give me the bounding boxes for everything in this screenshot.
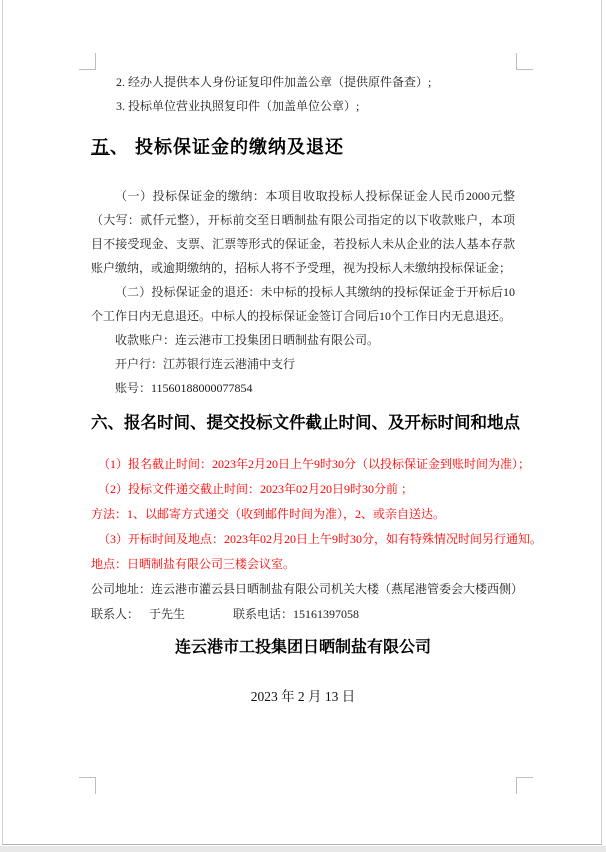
bank-line: 开户行：江苏银行连云港浦中支行 <box>115 357 296 371</box>
contact-name: 于先生 <box>149 607 186 621</box>
bid-opening-place-line: 地点：日晒制盐有限公司三楼会议室。 <box>91 557 296 571</box>
list-item-3: 3. 投标单位营业执照复印件（加盖单位公章）; <box>116 99 360 113</box>
section5-heading-text: 、 投标保证金的缴纳及退还 <box>110 137 344 157</box>
list-item-2: 2. 经办人提供本人身份证复印件加盖公章（提供原件备查）; <box>116 75 432 89</box>
section5-heading <box>91 134 515 160</box>
bid-opening-time-line: （3）开标时间及地点：2023年02月20日上午9时30分，如有特殊情况时间另行通知。 <box>98 532 543 546</box>
contact-label: 联系人： <box>91 607 140 621</box>
deadline-signup-line: （1）报名截止时间：2023年2月20日上午9时30分（以投标保证金到账时间为准）； <box>98 457 531 471</box>
text-boundary-mark-top-right <box>516 53 533 70</box>
submit-method-line: 方法：1、以邮寄方式递交（收到邮件时间为准），2、或亲自送达。 <box>91 507 446 521</box>
section6-red-block <box>91 452 543 577</box>
signature-date: 2023 年 2 月 13 日 <box>250 689 356 704</box>
text-boundary-mark-top-left <box>79 53 96 70</box>
account-number-line: 账号：11560188000077854 <box>115 381 253 395</box>
account-name-line: 收款账户：连云港市工投集团日晒制盐有限公司。 <box>115 333 380 347</box>
signature-company-name: 连云港市工投集团日晒制盐有限公司 <box>174 639 431 656</box>
section6-heading: 六、报名时间、提交投标文件截止时间、及开标时间和地点 <box>91 414 520 432</box>
document-content <box>91 70 543 709</box>
contact-line <box>91 602 515 627</box>
section5-paragraph-1: （一）投标保证金的缴纳：本项目收取投标人投标保证金人民币2000元整（大写：贰仟元整），开标前交至日晒制盐有限公司指定的以下收款账户，本项目不接受现金、支票、汇票等形式的保证金，若投标人未从企业的法人基本存款账户缴纳，或逾期缴纳的，招标人将不予受理，视为投标人未缴纳投标保证金； <box>91 189 515 275</box>
page-bottom-gutter <box>0 846 606 852</box>
text-boundary-mark-bottom-right <box>516 777 533 794</box>
document-page <box>2 0 602 845</box>
phone-label: 联系电话： <box>233 607 294 621</box>
phone-number: 15161397058 <box>293 607 360 621</box>
deadline-submit-line: （2）投标文件递交截止时间：2023年02月20日9时30分前 ； <box>98 482 414 496</box>
section5-heading-number: 五 <box>91 137 110 157</box>
company-address-line: 公司地址：连云港市灌云县日晒制盐有限公司机关大楼（燕尾港管委会大楼西侧） <box>91 582 524 596</box>
section5-paragraph-2: （二）投标保证金的退还：未中标的投标人其缴纳的投标保证金于开标后10个工作日内无息退还。中标人的投标保证金签订合同后10个工作日内无息退还。 <box>91 285 515 323</box>
text-boundary-mark-bottom-left <box>79 777 96 794</box>
